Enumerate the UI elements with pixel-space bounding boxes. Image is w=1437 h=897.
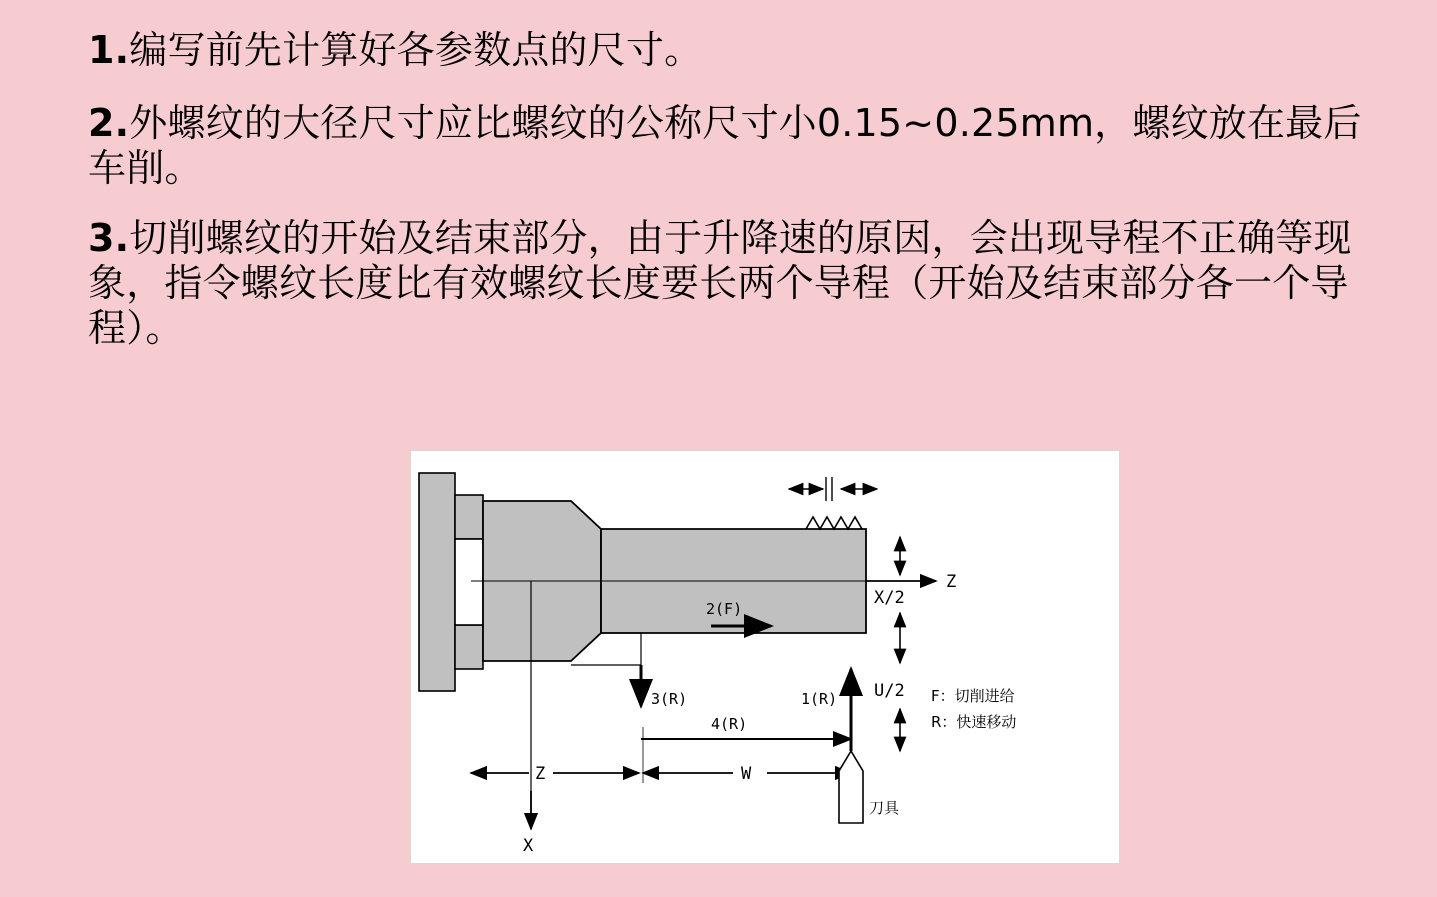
axis-z-label: Z xyxy=(946,572,957,592)
paragraph-1 xyxy=(88,28,1378,73)
move-1r-label: 1(R) xyxy=(801,690,838,708)
diagram-svg xyxy=(411,451,1119,863)
paragraph-3-number: 3. xyxy=(88,216,130,261)
paragraph-3-text: 切削螺纹的开始及结束部分，由于升降速的原因，会出现导程不正确等现象，指令螺纹长度比有效螺纹长度要长两个导程（开始及结束部分各一个导程）。 xyxy=(88,216,1352,351)
move-2f-label: 2(F) xyxy=(706,600,743,618)
paragraph-2-number: 2. xyxy=(88,100,130,145)
move-3r-label: 3(R) xyxy=(651,690,688,708)
paragraph-2-text: 外螺纹的大径尺寸应比螺纹的公称尺寸小0.15~0.25mm，螺纹放在最后车削。 xyxy=(88,100,1362,190)
text-content xyxy=(88,28,1378,351)
dim-w-label: W xyxy=(741,764,752,784)
dim-x2-label: X/2 xyxy=(874,588,905,608)
axis-x-label: X xyxy=(523,836,534,856)
paragraph-1-text: 编写前先计算好各参数点的尺寸。 xyxy=(129,28,703,72)
legend-r-label: R：快速移动 xyxy=(931,713,1017,731)
legend-f-label: F：切削进给 xyxy=(931,687,1015,705)
paragraph-2 xyxy=(88,101,1378,191)
lathe-cycle-diagram xyxy=(410,450,1120,864)
tool-label: 刀具 xyxy=(869,799,900,817)
paragraph-3 xyxy=(88,216,1378,350)
dim-u2-label: U/2 xyxy=(874,681,905,701)
chuck-group xyxy=(419,473,483,691)
paragraph-1-number: 1. xyxy=(88,28,130,72)
dim-z-label: Z xyxy=(535,764,546,784)
move-4r-label: 4(R) xyxy=(711,715,748,733)
